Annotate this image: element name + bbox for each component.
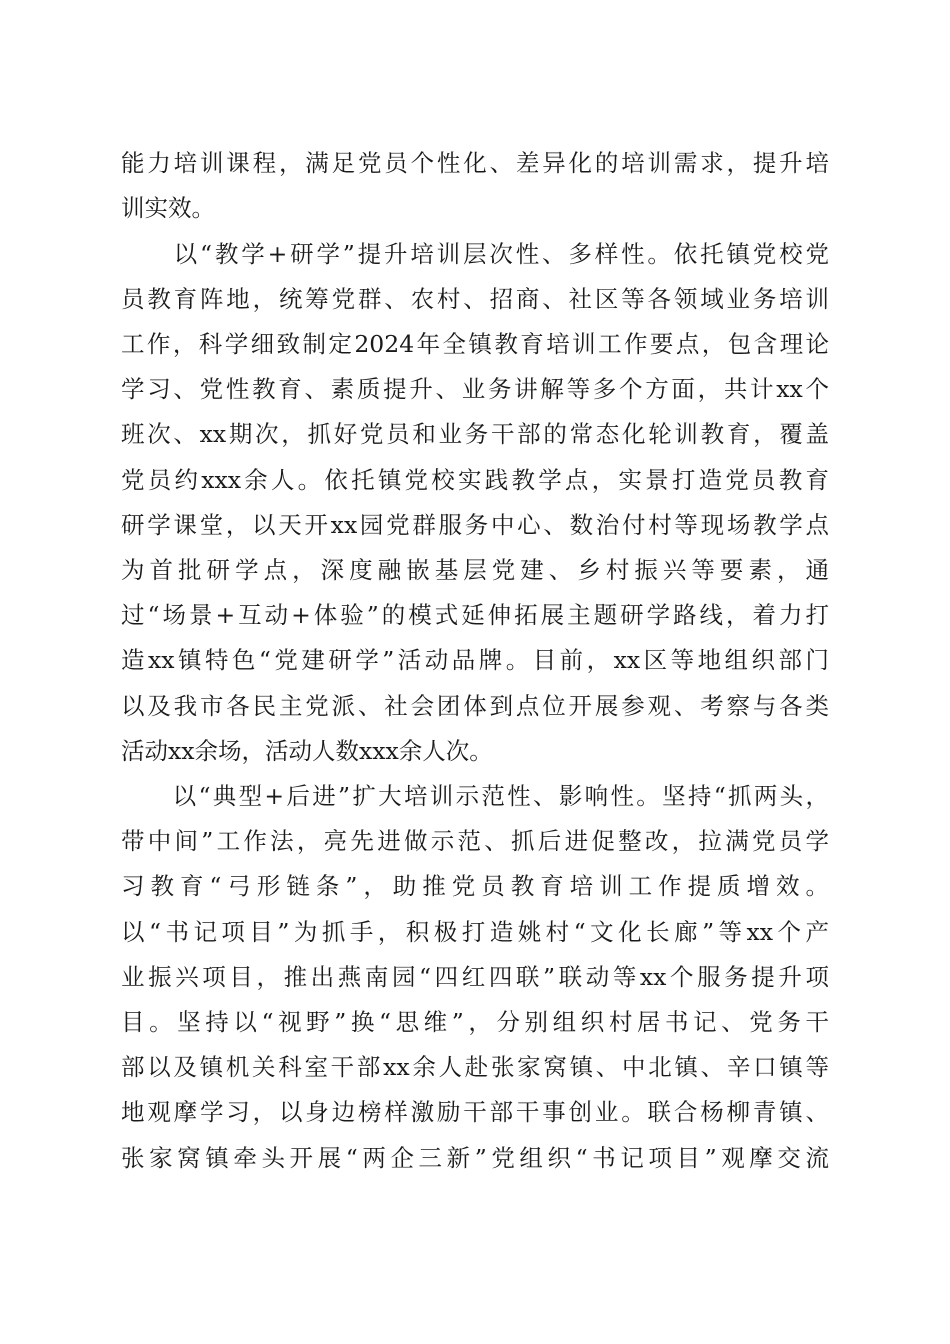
text-line: 目。坚持以“视野”换“思维”，分别组织村居书记、党务干: [121, 1008, 829, 1036]
text-line: 以“书记项目”为抓手，积极打造姚村“文化长廊”等xx个产: [121, 918, 829, 946]
text-line: 班次、xx期次，抓好党员和业务干部的常态化轮训教育，覆盖: [121, 420, 829, 448]
text-line: 部以及镇机关科室干部xx余人赴张家窝镇、中北镇、辛口镇等: [121, 1053, 829, 1081]
text-line: 党员约xxx余人。依托镇党校实践教学点，实景打造党员教育: [121, 466, 829, 494]
text-line: 研学课堂，以天开xx园党群服务中心、数治付村等现场教学点: [121, 511, 829, 539]
text-line: 活动xx余场，活动人数xxx余人次。: [121, 737, 493, 765]
text-line: 习教育“弓形链条”，助推党员教育培训工作提质增效。: [121, 872, 829, 900]
text-line: 过“场景+互动+体验”的模式延伸拓展主题研学路线，着力打: [121, 601, 829, 629]
text-line: 能力培训课程，满足党员个性化、差异化的培训需求，提升培: [121, 149, 829, 177]
text-line: 张家窝镇牵头开展“两企三新”党组织“书记项目”观摩交流: [121, 1144, 829, 1172]
text-line: 为首批研学点，深度融嵌基层党建、乡村振兴等要素，通: [121, 556, 829, 584]
text-line: 地观摩学习，以身边榜样激励干部干事创业。联合杨柳青镇、: [121, 1098, 829, 1126]
text-line: 学习、党性教育、素质提升、业务讲解等多个方面，共计xx个: [121, 375, 829, 403]
text-line: 员教育阵地，统筹党群、农村、招商、社区等各领域业务培训: [121, 285, 829, 313]
text-line: 带中间”工作法，亮先进做示范、抓后进促整改，拉满党员学: [121, 827, 829, 855]
text-line: 业振兴项目，推出燕南园“四红四联”联动等xx个服务提升项: [121, 963, 829, 991]
text-line: 以“典型+后进”扩大培训示范性、影响性。坚持“抓两头，: [121, 782, 829, 810]
text-line: 以“教学+研学”提升培训层次性、多样性。依托镇党校党: [121, 240, 829, 268]
text-line: 以及我市各民主党派、社会团体到点位开展参观、考察与各类: [121, 692, 829, 720]
text-line: 造xx镇特色“党建研学”活动品牌。目前，xx区等地组织部门: [121, 646, 829, 674]
text-line: 工作，科学细致制定2024年全镇教育培训工作要点，包含理论: [121, 330, 829, 358]
text-line: 训实效。: [121, 194, 215, 222]
